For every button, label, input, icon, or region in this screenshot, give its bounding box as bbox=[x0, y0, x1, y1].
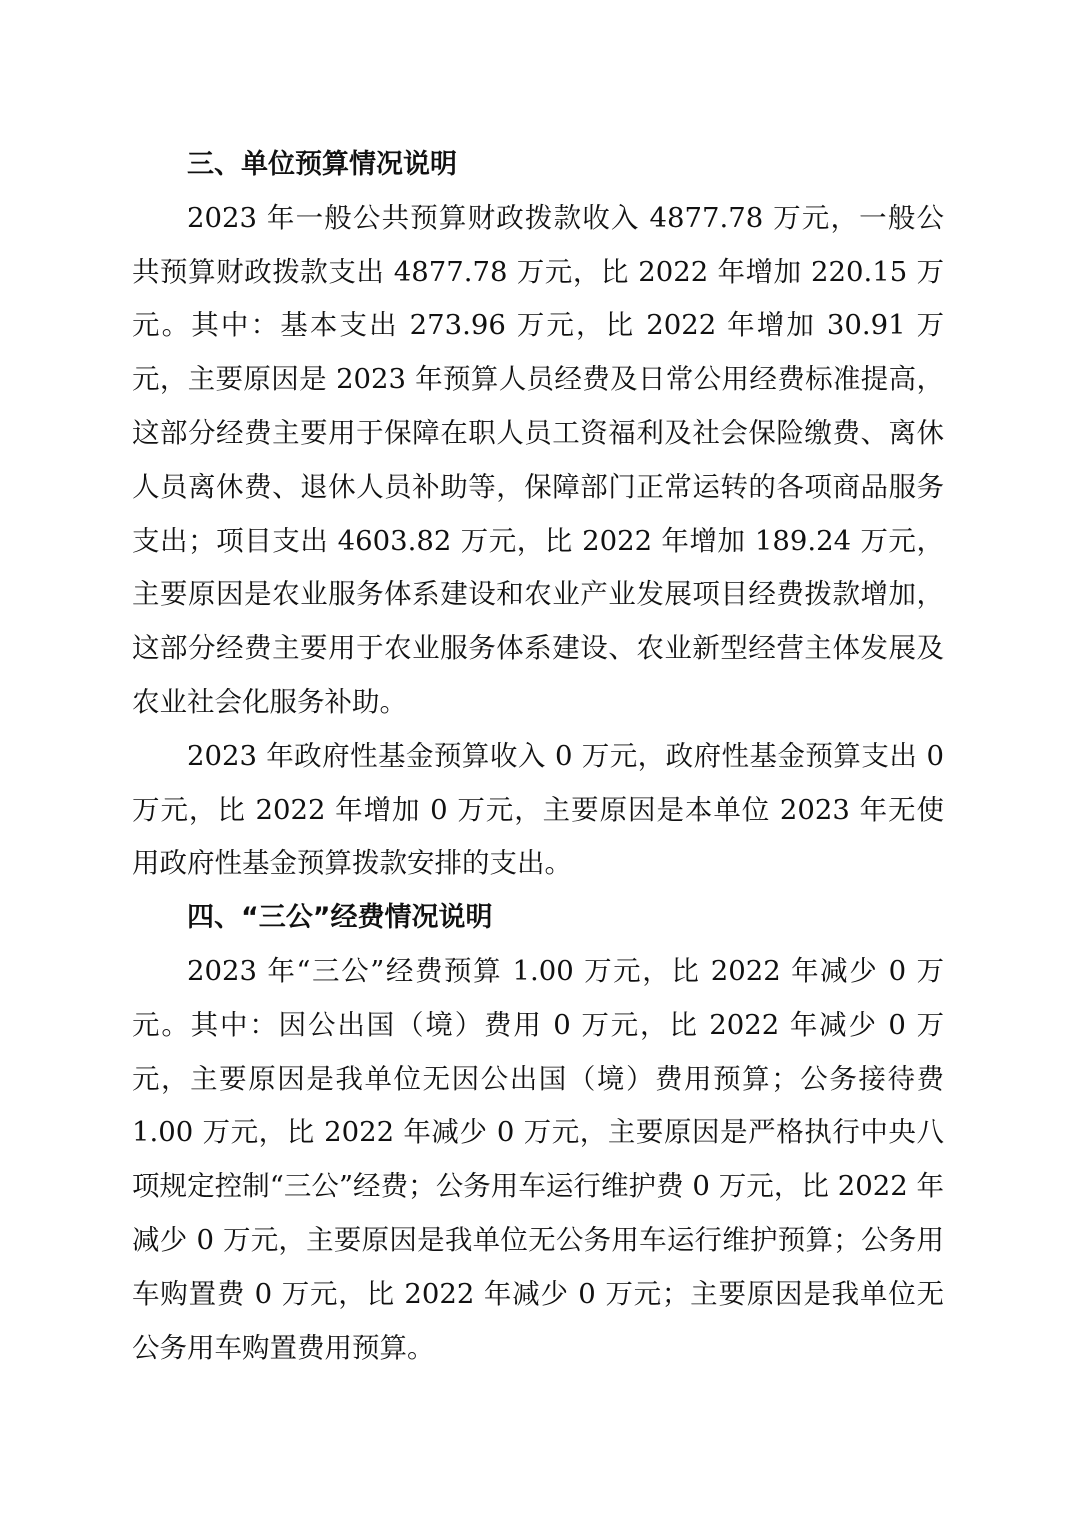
paragraph-general-budget: 2023 年一般公共预算财政拨款收入 4877.78 万元，一般公共预算财政拨款支出 4877.78 万元，比 2022 年增加 220.15 万元。其中：基本支出 273.96 万元，比 2022 年增加 30.91 万元，主要原因是 2023 年预算人员经费及日常公用经费标准提高，这部分经费主要用于保障在职人员工资福利及社会保险缴费、离休人员离休费、退休人员补助等，保障部门正常运转的各项商品服务支出；项目支出 4603.82 万元，比 2022 年增加 189.24 万元，主要原因是农业服务体系建设和农业产业发展项目经费拨款增加，这部分经费主要用于农业服务体系建设、农业新型经营主体发展及农业社会化服务补助。 bbox=[132, 201, 944, 718]
paragraph-three-public: 2023 年“三公”经费预算 1.00 万元，比 2022 年减少 0 万元。其中：因公出国（境）费用 0 万元，比 2022 年减少 0 万元，主要原因是我单位无因公出国（境）费用预算；公务接待费 1.00 万元，比 2022 年减少 0 万元，主要原因是严格执行中央八项规定控制“三公”经费；公务用车运行维护费 0 万元，比 2022 年减少 0 万元，主要原因是我单位无公务用车运行维护预算；公务用车购置费 0 万元，比 2022 年减少 0 万元；主要原因是我单位无公务用车购置费用预算。 bbox=[132, 954, 944, 1364]
paragraph-fund-budget: 2023 年政府性基金预算收入 0 万元，政府性基金预算支出 0 万元，比 2022 年增加 0 万元，主要原因是本单位 2023 年无使用政府性基金预算拨款安排的支出。 bbox=[132, 739, 944, 880]
section-heading-budget: 三、单位预算情况说明 bbox=[187, 149, 457, 180]
document-page bbox=[132, 138, 944, 1375]
section-heading-three-public: 四、“三公”经费情况说明 bbox=[187, 902, 493, 934]
